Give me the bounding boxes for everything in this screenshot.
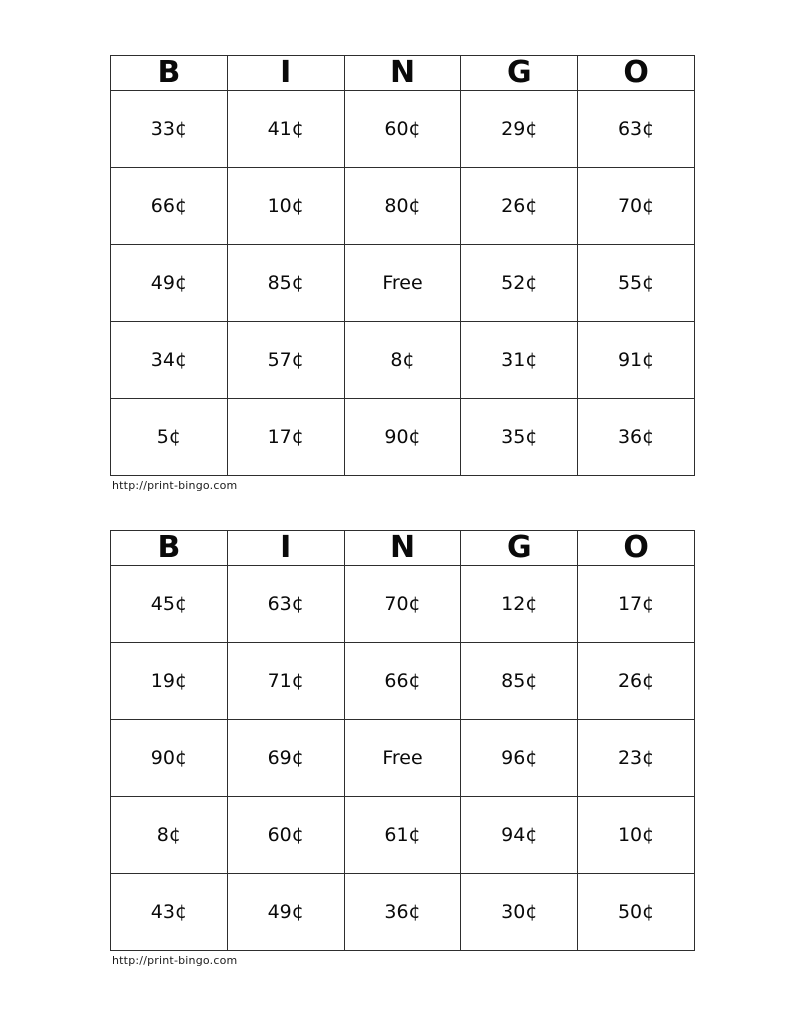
bingo-cell: 31¢: [461, 322, 578, 399]
bingo-cell: 90¢: [344, 399, 461, 476]
bingo-cell: 71¢: [227, 643, 344, 720]
bingo-cell: 10¢: [578, 797, 695, 874]
footer-url: http://print-bingo.com: [112, 479, 238, 492]
bingo-cell: 45¢: [111, 566, 228, 643]
bingo-cell: 26¢: [461, 168, 578, 245]
bingo-cell: 66¢: [344, 643, 461, 720]
table-row: [111, 245, 695, 322]
header-cell-i: I: [227, 56, 344, 91]
bingo-cell: 35¢: [461, 399, 578, 476]
bingo-cell-free: Free: [344, 245, 461, 322]
bingo-cell: 60¢: [227, 797, 344, 874]
bingo-cell: 30¢: [461, 874, 578, 951]
bingo-cell: 69¢: [227, 720, 344, 797]
bingo-cell: 12¢: [461, 566, 578, 643]
bingo-cell: 23¢: [578, 720, 695, 797]
bingo-cell: 85¢: [227, 245, 344, 322]
bingo-cell: 33¢: [111, 91, 228, 168]
bingo-cell: 90¢: [111, 720, 228, 797]
bingo-cell: 34¢: [111, 322, 228, 399]
bingo-cell: 8¢: [344, 322, 461, 399]
table-row: [111, 322, 695, 399]
footer-url: http://print-bingo.com: [112, 954, 238, 967]
table-row: [111, 720, 695, 797]
header-cell-n: N: [344, 531, 461, 566]
bingo-cell: 36¢: [578, 399, 695, 476]
bingo-table-1: [110, 55, 695, 476]
bingo-table-2: [110, 530, 695, 951]
table-row: [111, 874, 695, 951]
bingo-cell: 26¢: [578, 643, 695, 720]
header-cell-n: N: [344, 56, 461, 91]
table-row: [111, 168, 695, 245]
bingo-cell: 43¢: [111, 874, 228, 951]
bingo-card-2: [110, 530, 695, 967]
bingo-cell: 17¢: [578, 566, 695, 643]
bingo-cell: 70¢: [344, 566, 461, 643]
bingo-cell: 63¢: [578, 91, 695, 168]
bingo-cell: 49¢: [111, 245, 228, 322]
bingo-cell: 36¢: [344, 874, 461, 951]
bingo-cell: 80¢: [344, 168, 461, 245]
bingo-cell: 63¢: [227, 566, 344, 643]
bingo-cell: 52¢: [461, 245, 578, 322]
bingo-cell: 70¢: [578, 168, 695, 245]
table-row: [111, 91, 695, 168]
header-cell-g: G: [461, 56, 578, 91]
bingo-cell-free: Free: [344, 720, 461, 797]
header-cell-o: O: [578, 56, 695, 91]
bingo-cell: 55¢: [578, 245, 695, 322]
bingo-cell: 85¢: [461, 643, 578, 720]
table-row: [111, 797, 695, 874]
header-cell-g: G: [461, 531, 578, 566]
bingo-cell: 61¢: [344, 797, 461, 874]
header-row: [111, 56, 695, 91]
header-cell-b: B: [111, 56, 228, 91]
bingo-cell: 10¢: [227, 168, 344, 245]
bingo-cell: 41¢: [227, 91, 344, 168]
bingo-card-1: [110, 55, 695, 492]
bingo-cell: 50¢: [578, 874, 695, 951]
header-cell-i: I: [227, 531, 344, 566]
bingo-cell: 5¢: [111, 399, 228, 476]
bingo-cell: 57¢: [227, 322, 344, 399]
table-row: [111, 399, 695, 476]
table-row: [111, 643, 695, 720]
bingo-cell: 49¢: [227, 874, 344, 951]
table-row: [111, 566, 695, 643]
bingo-cell: 17¢: [227, 399, 344, 476]
bingo-cell: 91¢: [578, 322, 695, 399]
header-row: [111, 531, 695, 566]
bingo-cell: 94¢: [461, 797, 578, 874]
bingo-cell: 29¢: [461, 91, 578, 168]
bingo-cell: 19¢: [111, 643, 228, 720]
header-cell-b: B: [111, 531, 228, 566]
bingo-cell: 8¢: [111, 797, 228, 874]
header-cell-o: O: [578, 531, 695, 566]
bingo-cell: 66¢: [111, 168, 228, 245]
bingo-cell: 96¢: [461, 720, 578, 797]
bingo-cell: 60¢: [344, 91, 461, 168]
